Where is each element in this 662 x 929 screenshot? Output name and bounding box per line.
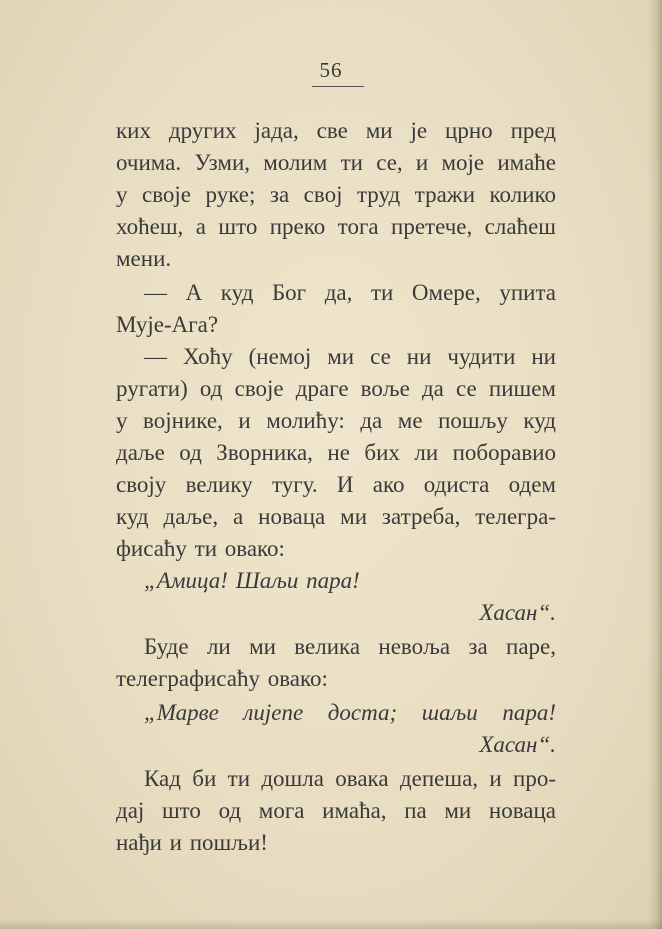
text-line: ких других јада, све ми је црно пред	[116, 118, 556, 143]
telegram-signature: Хасан“.	[479, 732, 556, 757]
text-line: очима. Узми, молим ти се, и моје имаће	[116, 150, 556, 175]
text-line: Кад би ти дошла овака депеша, и про-	[144, 766, 556, 791]
text-line: — А куд Бог да, ти Омере, упита	[144, 280, 556, 305]
text-line: своју велику тугу. И ако одиста одем	[116, 472, 556, 497]
page-number-rule	[312, 86, 364, 87]
telegram-line: „Марве лијепе доста; шаљи пара!	[144, 700, 556, 725]
text-line: дај што од мога имаћа, па ми новаца	[116, 798, 556, 823]
text-line: даље од Зворника, не бих ли поборавио	[116, 440, 556, 465]
text-line: — Хоћу (немој ми се ни чудити ни	[144, 344, 556, 369]
page-number: 56	[319, 58, 343, 82]
text-line: мени.	[116, 246, 172, 271]
page-bottom-shadow	[0, 919, 662, 929]
text-line: ругати) од своје драге воље да се пишем	[116, 376, 556, 401]
text-line: фисаћу ти овако:	[116, 536, 285, 561]
text-line: у војнике, и молићу: да ме пошљу куд	[116, 408, 556, 433]
text-line: куд даље, а новаца ми затреба, телегра-	[116, 504, 556, 529]
text-line: телеграфисаћу овако:	[116, 666, 328, 691]
text-line: нађи и пошљи!	[116, 830, 268, 855]
telegram-line: „Амица! Шаљи пара!	[144, 568, 360, 593]
text-line: у своје руке; за свој труд тражи колико	[116, 182, 556, 207]
text-line: Мује-Ага?	[116, 312, 219, 337]
text-line: хоћеш, а што преко тога претече, слаћеш	[116, 214, 556, 239]
text-line: Буде ли ми велика невоља за паре,	[144, 634, 556, 659]
telegram-signature: Хасан“.	[479, 600, 556, 625]
page-edge-shadow	[648, 0, 662, 929]
